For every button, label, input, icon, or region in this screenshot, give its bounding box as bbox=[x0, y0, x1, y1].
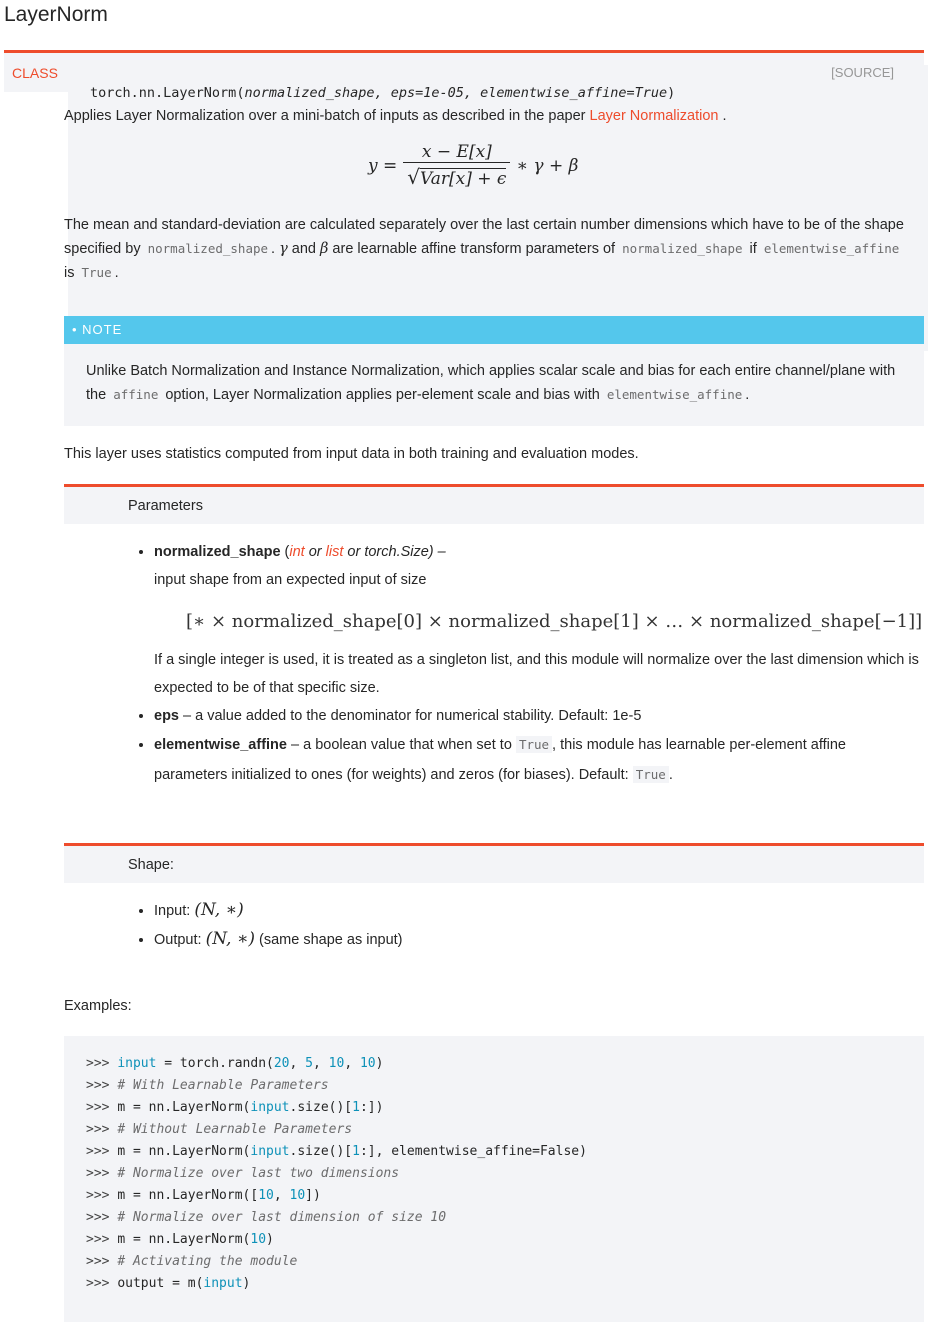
param-name: eps bbox=[154, 708, 179, 724]
code-line bbox=[86, 1056, 924, 1078]
code-comment: # Normalize over last two dimensions bbox=[117, 1166, 400, 1181]
shape-math: (N, ∗) bbox=[194, 900, 244, 920]
shape-math: (N, ∗) bbox=[205, 929, 256, 949]
code-line bbox=[86, 1122, 924, 1144]
code-prompt: >>> bbox=[86, 1276, 118, 1291]
code-token: ) bbox=[242, 1276, 251, 1291]
code-token: .size()[ bbox=[289, 1144, 353, 1159]
code-comment: # Without Learnable Parameters bbox=[117, 1122, 353, 1137]
text: option, Layer Normalization applies per-element scale and bias with bbox=[161, 387, 604, 403]
intro-end: . bbox=[718, 108, 727, 124]
param-extra: If a single integer is used, it is treated as a singleton list, and this module will normalize over the last dimension which is expected to be of that specific size. bbox=[154, 652, 919, 696]
code-line bbox=[86, 1100, 924, 1122]
formula-rest: ∗ γ + β bbox=[516, 155, 579, 176]
type-link-list[interactable]: list bbox=[325, 544, 344, 560]
code-line bbox=[86, 1166, 924, 1188]
code-line bbox=[86, 1188, 924, 1210]
text: and bbox=[287, 241, 321, 257]
text: , this module has learnable per-element affine parameters initialized to ones (for weights) and zeros (for biases). Default: bbox=[154, 737, 846, 783]
code-prompt: >>> bbox=[86, 1056, 118, 1071]
code-prompt: >>> bbox=[86, 1078, 118, 1093]
code-token: m = nn.LayerNorm( bbox=[117, 1100, 251, 1115]
size-formula: [∗ × normalized_shape[0] × normalized_shape[1] × … × normalized_shape[−1]] bbox=[186, 611, 923, 632]
code-example bbox=[64, 1036, 924, 1322]
source-link[interactable]: [SOURCE] bbox=[831, 65, 894, 80]
text: are learnable affine transform parameters of bbox=[328, 241, 620, 257]
class-label: CLASS bbox=[12, 65, 58, 81]
code-line bbox=[86, 1254, 924, 1276]
text: Input: bbox=[154, 903, 195, 919]
code-prompt: >>> bbox=[86, 1144, 118, 1159]
formula-fraction bbox=[403, 142, 510, 189]
formula-denominator-text: Var[x] + ϵ bbox=[420, 169, 507, 189]
shape-header: Shape: bbox=[64, 843, 924, 883]
code-token: ) bbox=[266, 1232, 274, 1247]
code-token: 1 bbox=[352, 1144, 360, 1159]
note-box bbox=[64, 316, 924, 426]
param-name: normalized_shape bbox=[154, 544, 281, 560]
inline-code: True bbox=[516, 736, 552, 753]
code-token: input bbox=[250, 1144, 290, 1159]
code-token: :], elementwise_affine=False) bbox=[359, 1144, 587, 1159]
text: – a boolean value that when set to bbox=[286, 737, 516, 753]
code-token: 10 bbox=[359, 1056, 376, 1071]
code-token: output = m( bbox=[117, 1276, 204, 1291]
examples-label: Examples: bbox=[64, 998, 132, 1014]
code-token: .size()[ bbox=[289, 1100, 353, 1115]
code-comment: # Normalize over last dimension of size 10 bbox=[117, 1210, 447, 1225]
code-token: , bbox=[289, 1056, 306, 1071]
param-desc: – a value added to the denominator for numerical stability. Default: 1e-5 bbox=[179, 708, 642, 724]
code-token: m = nn.LayerNorm( bbox=[117, 1144, 251, 1159]
code-token: 10 bbox=[250, 1232, 267, 1247]
text: . bbox=[668, 767, 673, 783]
code-token: 10 bbox=[328, 1056, 345, 1071]
intro-paragraph bbox=[64, 105, 924, 128]
class-name: torch.nn.LayerNorm bbox=[90, 85, 237, 101]
text: . bbox=[745, 387, 750, 403]
code-prompt: >>> bbox=[86, 1122, 118, 1137]
text: or torch.Size) – bbox=[343, 544, 446, 560]
description-paragraph bbox=[64, 214, 924, 285]
code-token: 5 bbox=[305, 1056, 313, 1071]
text: Unlike Batch Normalization and Instance Normalization, which applies scalar scale and bias for each entire channel/plane with the bbox=[86, 363, 896, 403]
code-token: = torch.randn( bbox=[156, 1056, 274, 1071]
code-prompt: >>> bbox=[86, 1254, 118, 1269]
code-prompt: >>> bbox=[86, 1166, 118, 1181]
inline-code: affine bbox=[110, 386, 161, 403]
code-prompt: >>> bbox=[86, 1210, 118, 1225]
inline-code: elementwise_affine bbox=[761, 240, 902, 257]
beta-symbol: β bbox=[320, 241, 329, 257]
class-signature bbox=[4, 50, 924, 101]
text: The mean and standard-deviation are calculated separately over the last certain number dimensions which have to be of the shape specified by bbox=[64, 217, 904, 257]
text: . bbox=[114, 265, 119, 281]
code-token: , bbox=[273, 1188, 290, 1203]
paper-link[interactable]: Layer Normalization bbox=[589, 108, 719, 124]
code-prompt: >>> bbox=[86, 1188, 118, 1203]
text: if bbox=[745, 241, 761, 257]
code-token: ) bbox=[375, 1056, 384, 1071]
paren: ) bbox=[667, 85, 676, 101]
code-token: ]) bbox=[305, 1188, 321, 1203]
type-link-int[interactable]: int bbox=[289, 544, 305, 560]
inline-code: elementwise_affine bbox=[604, 386, 745, 403]
inline-code: normalized_shape bbox=[145, 240, 271, 257]
inline-code: normalized_shape bbox=[619, 240, 745, 257]
code-line bbox=[86, 1210, 924, 1232]
code-line bbox=[86, 1276, 924, 1298]
code-token: 10 bbox=[289, 1188, 306, 1203]
code-prompt: >>> bbox=[86, 1100, 118, 1115]
inline-code: True bbox=[79, 264, 115, 281]
inline-code: True bbox=[633, 766, 669, 783]
param-elementwise-affine bbox=[154, 730, 894, 790]
code-token: 1 bbox=[352, 1100, 360, 1115]
code-token: input bbox=[250, 1100, 290, 1115]
code-line bbox=[86, 1144, 924, 1166]
code-line bbox=[86, 1232, 924, 1254]
shape-output bbox=[154, 925, 403, 954]
shape-list bbox=[64, 896, 403, 954]
gamma-symbol: γ bbox=[279, 241, 288, 257]
text: is bbox=[64, 265, 79, 281]
code-comment: # With Learnable Parameters bbox=[117, 1078, 329, 1093]
intro-text: Applies Layer Normalization over a mini-batch of inputs as described in the paper bbox=[64, 108, 590, 124]
param-desc: input shape from an expected input of size bbox=[154, 572, 427, 588]
signature-params: normalized_shape, eps=1e-05, elementwise_affine=True bbox=[244, 85, 668, 101]
text: . bbox=[271, 241, 280, 257]
code-token: m = nn.LayerNorm([ bbox=[117, 1188, 259, 1203]
param-normalized-shape bbox=[154, 538, 934, 702]
sqrt-icon: √ bbox=[407, 165, 421, 189]
text: (same shape as input) bbox=[255, 932, 403, 948]
shape-input bbox=[154, 896, 403, 925]
code-token: 20 bbox=[273, 1056, 290, 1071]
code-token: input bbox=[117, 1056, 157, 1071]
param-name: elementwise_affine bbox=[154, 737, 287, 753]
code-token: , bbox=[313, 1056, 329, 1071]
formula-lhs: y = bbox=[368, 155, 398, 176]
text: Output: bbox=[154, 932, 206, 948]
code-token: m = nn.LayerNorm( bbox=[117, 1232, 251, 1247]
formula-denominator bbox=[403, 162, 510, 189]
code-token: input bbox=[203, 1276, 243, 1291]
code-token: 10 bbox=[258, 1188, 274, 1203]
text: ( bbox=[280, 544, 290, 560]
code-line bbox=[86, 1078, 924, 1100]
code-prompt: >>> bbox=[86, 1232, 118, 1247]
parameters-header: Parameters bbox=[64, 484, 924, 524]
page-title: LayerNorm bbox=[4, 3, 108, 26]
stats-paragraph: This layer uses statistics computed from input data in both training and evaluation modes. bbox=[64, 446, 639, 462]
text: or bbox=[304, 544, 326, 560]
paren: ( bbox=[236, 85, 245, 101]
note-body bbox=[64, 344, 924, 423]
note-header: • NOTE bbox=[64, 316, 924, 344]
formula-numerator: x − E[x] bbox=[421, 142, 492, 162]
param-eps bbox=[154, 702, 934, 730]
parameters-list bbox=[64, 538, 934, 790]
code-token: :]) bbox=[359, 1100, 384, 1115]
code-comment: # Activating the module bbox=[117, 1254, 298, 1269]
layernorm-formula bbox=[368, 142, 578, 189]
code-token: , bbox=[344, 1056, 360, 1071]
